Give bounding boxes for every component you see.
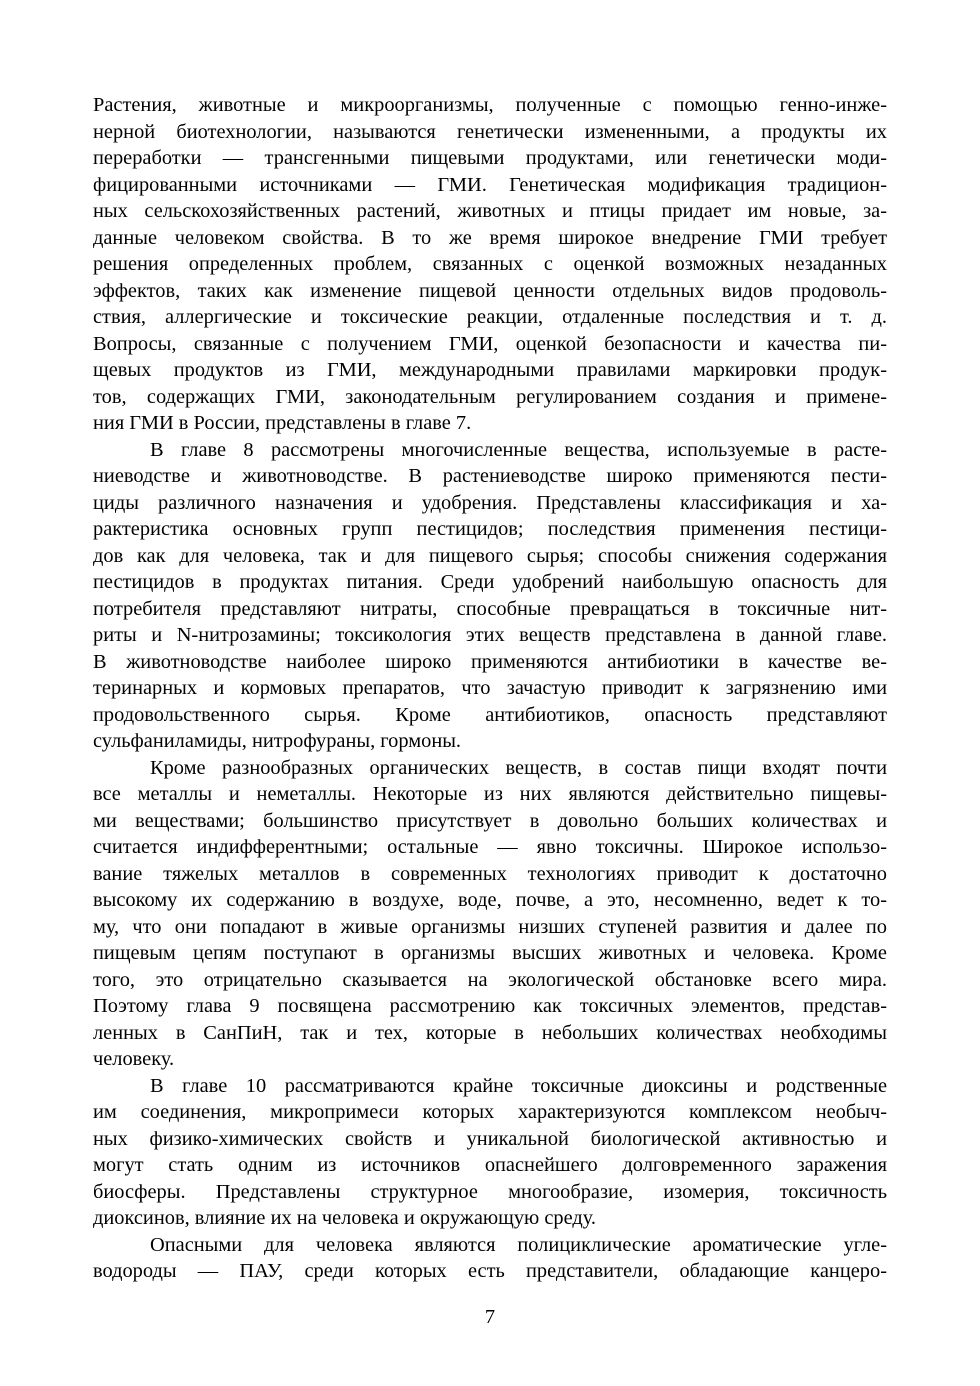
- text-line: все металлы и неметаллы. Некоторые из них являются действительно пищевы-: [93, 783, 887, 805]
- text-line: тов, содержащих ГМИ, законодательным регулированием создания и примене-: [93, 385, 887, 408]
- text-line: эффектов, таких как изменение пищевой ценности отдельных видов продоволь-: [93, 279, 887, 302]
- text-line: продовольственного сырья. Кроме антибиотиков, опасность представляют: [93, 703, 887, 726]
- text-line: нерной биотехнологии, называются генетически измененными, а продукты их: [93, 120, 887, 143]
- text-line: Вопросы, связанные с получением ГМИ, оценкой безопасности и качества пи-: [93, 332, 887, 355]
- text-line: му, что они попадают в живые организмы низших ступеней развития и далее по: [93, 915, 887, 938]
- text-line: Растения, животные и микроорганизмы, полученные с помощью генно-инже-: [93, 94, 887, 116]
- text-line: Поэтому глава 9 посвящена рассмотрению как токсичных элементов, представ-: [93, 995, 887, 1017]
- text-line: человеку.: [93, 1048, 175, 1070]
- text-line: могут стать одним из источников опаснейшего долговременного заражения: [93, 1154, 887, 1176]
- paragraph: [93, 1073, 887, 1232]
- text-line: вание тяжелых металлов в современных технологиях приводит к достаточно: [93, 862, 887, 885]
- text-line: решения определенных проблем, связанных с оценкой возможных незаданных: [93, 253, 887, 275]
- text-line: диоксинов, влияние их на человека и окружающую среду.: [93, 1207, 597, 1229]
- text-line: ствия, аллергические и токсические реакции, отдаленные последствия и т. д.: [93, 306, 887, 328]
- text-line: риты и N-нитрозамины; токсикология этих веществ представлена в данной главе.: [93, 624, 887, 646]
- text-line: высокому их содержанию в воздухе, воде, почве, а это, несомненно, ведет к то-: [93, 889, 887, 911]
- text-line: биосферы. Представлены структурное многообразие, изомерия, токсичность: [93, 1180, 887, 1203]
- text-line: ми веществами; большинство присутствует в довольно больших количествах и: [93, 809, 887, 832]
- text-line: В главе 10 рассматриваются крайне токсичные диоксины и родственные: [150, 1074, 887, 1097]
- text-line: ния ГМИ в России, представлены в главе 7.: [93, 412, 472, 434]
- text-line: ниеводстве и животноводстве. В растениеводстве широко применяются пести-: [93, 465, 887, 487]
- text-line: ленных в СанПиН, так и тех, которые в небольших количествах необходимы: [93, 1021, 887, 1044]
- text-line: ных сельскохозяйственных растений, животных и птицы придает им новые, за-: [93, 200, 887, 222]
- text-line: В животноводстве наиболее широко применяются антибиотики в качестве ве-: [93, 650, 887, 673]
- paragraph: [93, 437, 887, 755]
- text-line: водороды — ПАУ, среди которых есть представители, обладающие канцеро-: [93, 1260, 887, 1282]
- text-line: теринарных и кормовых препаратов, что зачастую приводит к загрязнению ими: [93, 677, 887, 699]
- text-line: Опасными для человека являются полициклические ароматические угле-: [150, 1233, 887, 1256]
- text-line: пищевым цепям поступают в организмы высших животных и человека. Кроме: [93, 942, 887, 964]
- paragraph: [93, 755, 887, 1073]
- text-line: считается индифферентными; остальные — явно токсичны. Широкое использо-: [93, 836, 887, 858]
- text-line: переработки — трансгенными пищевыми продуктами, или генетически моди-: [93, 147, 887, 169]
- text-line: данные человеком свойства. В то же время широкое внедрение ГМИ требует: [93, 226, 887, 249]
- text-line: дов как для человека, так и для пищевого сырья; способы снижения содержания: [93, 544, 887, 567]
- text-line: потребителя представляют нитраты, способные превращаться в токсичные нит-: [93, 597, 887, 620]
- page-number: 7: [484, 1306, 496, 1328]
- paragraph: [93, 92, 887, 437]
- paragraph: [93, 1232, 887, 1285]
- text-line: ных физико-химических свойств и уникальной биологической активностью и: [93, 1127, 887, 1150]
- text-line: им соединения, микропримеси которых характеризуются комплексом необыч-: [93, 1101, 887, 1123]
- text-line: сульфаниламиды, нитрофураны, гормоны.: [93, 730, 462, 752]
- text-line: фицированными источниками — ГМИ. Генетическая модификация традицион-: [93, 173, 887, 196]
- text-line: циды различного назначения и удобрения. Представлены классификация и ха-: [93, 491, 887, 514]
- text-line: Кроме разнообразных органических веществ, в состав пищи входят почти: [150, 756, 887, 779]
- text-line: В главе 8 рассмотрены многочисленные вещества, используемые в расте-: [150, 438, 887, 461]
- text-line: того, это отрицательно сказывается на экологической обстановке всего мира.: [93, 968, 887, 991]
- body-text: [93, 92, 887, 1285]
- text-line: рактеристика основных групп пестицидов; последствия применения пестици-: [93, 518, 887, 540]
- text-line: щевых продуктов из ГМИ, международными правилами маркировки продук-: [93, 359, 887, 381]
- text-line: пестицидов в продуктах питания. Среди удобрений наибольшую опасность для: [93, 571, 887, 593]
